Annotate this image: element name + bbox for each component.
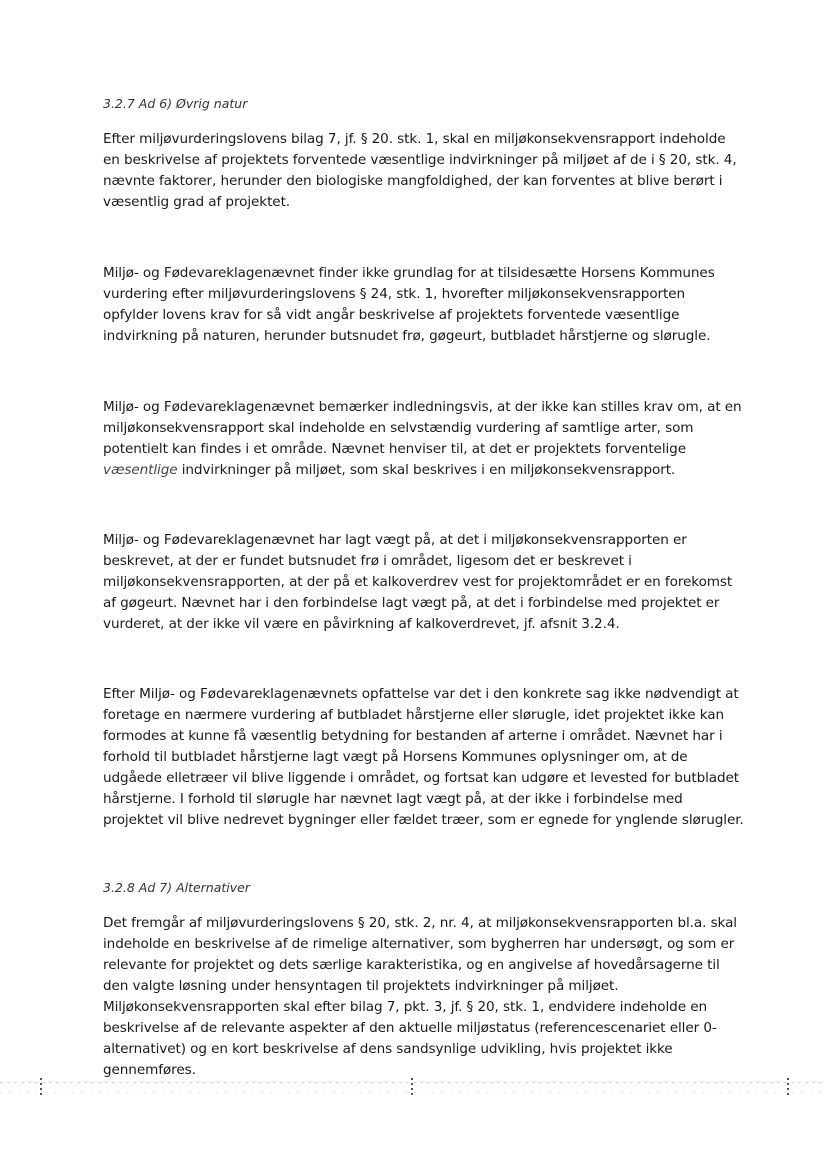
text-line: forhold til butbladet hårstjerne lagt vægt på Horsens Kommunes oplysninger om, at de [103, 749, 688, 765]
text-line: alternativet) og en kort beskrivelse af dens sandsynlige udvikling, hvis projektet ikke [103, 1041, 673, 1057]
text-line: relevante for projektet og dets særlige karakteristika, og en angivelse af hovedårsagerne til [103, 957, 720, 973]
text-line: miljøkonsekvensrapporten, at der på et kalkoverdrev vest for projektområdet er en forekomst [103, 574, 733, 590]
text-line: gennemføres. [103, 1062, 196, 1078]
text-line: Efter Miljø- og Fødevareklagenævnets opfattelse var det i den konkrete sag ikke nødvendigt at [103, 686, 739, 702]
text-line: væsentlig grad af projektet. [103, 194, 291, 210]
text-line: Miljø- og Fødevareklagenævnet bemærker indledningsvis, at der ikke kan stilles krav om, at en [103, 399, 742, 415]
text-line: nævnte faktorer, herunder den biologiske mangfoldighed, der kan forventes at blive berørt i [103, 173, 723, 189]
paragraph-opfattelse [103, 684, 744, 831]
section-heading-3-2-8: 3.2.8 Ad 7) Alternativer [103, 880, 250, 895]
text-line: hårstjerne. I forhold til slørugle har nævnet lagt vægt på, at der ikke i forbindelse med [103, 791, 683, 807]
text-line: af gøgeurt. Nævnet har i den forbindelse lagt vægt på, at det i forbindelse med projektet er [103, 595, 720, 611]
emphasis-word: væsentlige [103, 462, 178, 478]
text-line: en beskrivelse af projektets forventede væsentlige indvirkninger på miljøet af de i § 20, stk. 4, [103, 152, 737, 168]
scan-artifact-line [0, 1092, 826, 1093]
text-line: potentielt kan findes i et område. Nævnet henviser til, at det er projektets forventelige [103, 441, 686, 457]
text-line: formodes at kunne få væsentlig betydning for bestanden af arterne i området. Nævnet har i [103, 728, 723, 744]
text-line: projektet vil blive nedrevet bygninger eller fældet træer, som er egnede for ynglende slørugler. [103, 812, 744, 828]
text-line: foretage en nærmere vurdering af butbladet hårstjerne eller slørugle, idet projektet ikke kan [103, 707, 724, 723]
scan-artifact-mark [787, 1078, 789, 1096]
text-line: Miljø- og Fødevareklagenævnet finder ikke grundlag for at tilsidesætte Horsens Kommunes [103, 265, 715, 281]
section-heading-3-2-7: 3.2.7 Ad 6) Øvrig natur [103, 96, 248, 111]
text-line: beskrivelse af de relevante aspekter af den aktuelle miljøstatus (referencescenariet eller 0- [103, 1020, 717, 1036]
text-line: beskrevet, at der er fundet butsnudet frø i området, ligesom det er beskrevet i [103, 553, 632, 569]
text-line-rest: indvirkninger på miljøet, som skal beskrives i en miljøkonsekvensrapport. [177, 462, 676, 478]
scan-artifact-line [0, 1082, 826, 1083]
paragraph-tilsidesaette [103, 263, 715, 347]
paragraph-alternativer [103, 913, 737, 1081]
text-line: miljøkonsekvensrapport skal indeholde en selvstændig vurdering af samtlige arter, som [103, 420, 694, 436]
text-line: den valgte løsning under hensyntagen til projektets indvirkninger på miljøet. [103, 978, 619, 994]
scan-artifact-mark [40, 1078, 42, 1096]
paragraph-indledningsvis [103, 397, 742, 481]
text-line-emphasis [103, 460, 742, 481]
text-line: udgåede elletræer vil blive liggende i området, og fortsat kan udgøre et levested for butbladet [103, 770, 740, 786]
scan-artifact-mark [411, 1078, 413, 1096]
paragraph-lagt-vaegt [103, 530, 732, 635]
text-line: vurdering efter miljøvurderingslovens § 24, stk. 1, hvorefter miljøkonsekvensrapporten [103, 286, 686, 302]
text-line: opfylder lovens krav for så vidt angår beskrivelse af projektets forventede væsentlige [103, 307, 680, 323]
text-line: indeholde en beskrivelse af de rimelige alternativer, som bygherren har undersøgt, og som er [103, 936, 735, 952]
paragraph-bilag-7 [103, 129, 737, 213]
text-line: Det fremgår af miljøvurderingslovens § 20, stk. 2, nr. 4, at miljøkonsekvensrapporten bl.a. skal [103, 915, 737, 931]
text-line: Miljøkonsekvensrapporten skal efter bilag 7, pkt. 3, jf. § 20, stk. 1, endvidere indeholde en [103, 999, 707, 1015]
text-line: indvirkning på naturen, herunder butsnudet frø, gøgeurt, butbladet hårstjerne og slørugle. [103, 328, 711, 344]
text-line: Efter miljøvurderingslovens bilag 7, jf. § 20. stk. 1, skal en miljøkonsekvensrapport indeholde [103, 131, 726, 147]
text-line: vurderet, at der ikke vil være en påvirkning af kalkoverdrevet, jf. afsnit 3.2.4. [103, 616, 620, 632]
text-line: Miljø- og Fødevareklagenævnet har lagt vægt på, at det i miljøkonsekvensrapporten er [103, 532, 687, 548]
